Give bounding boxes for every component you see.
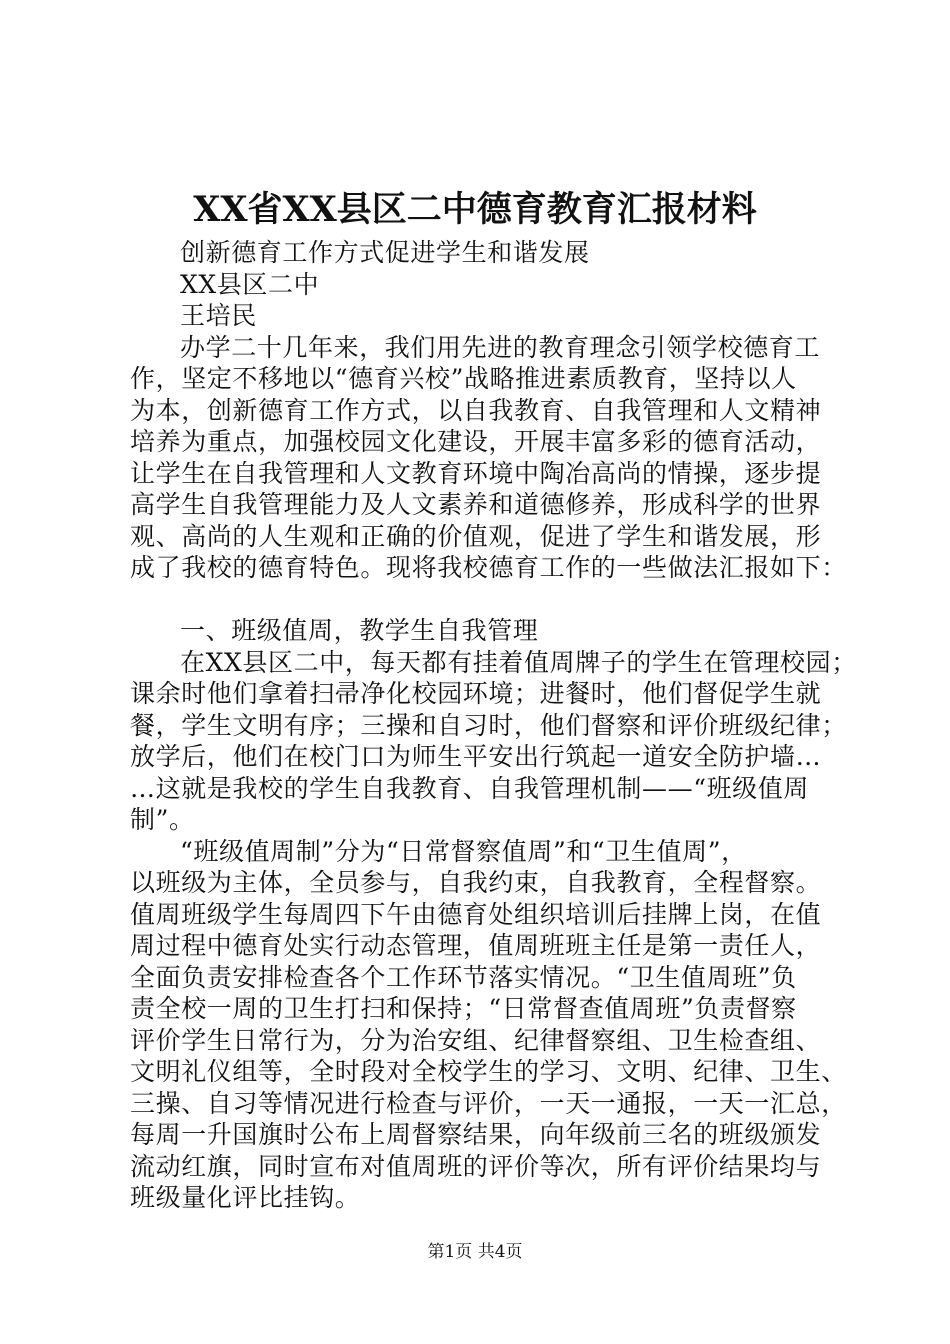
paragraph-line: 制”。	[130, 805, 195, 834]
paragraph-line: 流动红旗，同时宣布对值周班的评价等次，所有评价结果均与	[130, 1151, 822, 1181]
paragraph-line: 观、高尚的人生观和正确的价值观，促进了学生和谐发展，形	[130, 521, 822, 551]
section-heading: 一、班级值周，教学生自我管理	[180, 616, 539, 645]
paragraph-line: 高学生自我管理能力及人文素养和道德修养，形成科学的世界	[130, 490, 822, 519]
paragraph-line: 以班级为主体，全员参与，自我约束，自我教育，全程督察。	[130, 868, 822, 897]
paragraph-gap	[130, 584, 850, 616]
author-name: 王培民	[180, 301, 257, 330]
paragraph-line: 课余时他们拿着扫帚净化校园环境；进餐时，他们督促学生就	[130, 679, 822, 708]
paragraph-line: 让学生在自我管理和人文教育环境中陶冶高尚的情操，逐步提	[130, 458, 822, 488]
document-body	[130, 237, 857, 1214]
page-footer: 第1页 共4页	[427, 1242, 523, 1262]
paragraph-line: 在XX县区二中，每天都有挂着值周牌子的学生在管理校园；	[180, 647, 857, 677]
paragraph-line: 餐，学生文明有序；三操和自习时，他们督察和评价班级纪律；	[130, 710, 847, 740]
paragraph-line: 责全校一周的卫生打扫和保持；“日常督查值周班”负责督察	[130, 994, 797, 1023]
paragraph-line: 评价学生日常行为，分为治安组、纪律督察组、卫生检查组、	[130, 1025, 822, 1055]
paragraph-line: 周过程中德育处实行动态管理，值周班班主任是第一责任人，	[130, 931, 822, 960]
paragraph-line: 文明礼仪组等，全时段对全校学生的学习、文明、纪律、卫生、	[130, 1057, 847, 1086]
paragraph-line: 为本，创新德育工作方式，以自我教育、自我管理和人文精神	[130, 395, 822, 425]
paragraph-line: 作，坚定不移地以“德育兴校”战略推进素质教育，坚持以人	[130, 364, 797, 393]
paragraph-line: 成了我校的德育特色。现将我校德育工作的一些做法汇报如下：	[130, 553, 847, 582]
paragraph-line: “班级值周制”分为“日常督察值周”和“卫生值周”，	[180, 836, 747, 866]
paragraph-line: 三操、自习等情况进行检查与评价，一天一通报，一天一汇总，	[130, 1088, 847, 1118]
paragraph-line: 值周班级学生每周四下午由德育处组织培训后挂牌上岗，在值	[130, 899, 822, 929]
school-name: XX县区二中	[180, 269, 320, 299]
paragraph-line: 班级量化评比挂钩。	[130, 1183, 361, 1212]
paragraph-line: 全面负责安排检查各个工作环节落实情况。“卫生值周班”负	[130, 962, 797, 992]
intro-paragraph	[130, 332, 850, 584]
paragraph-line: 办学二十几年来，我们用先进的教育理念引领学校德育工	[180, 332, 821, 362]
subtitle: 创新德育工作方式促进学生和谐发展	[180, 238, 590, 267]
paragraph-line: …这就是我校的学生自我教育、自我管理机制——“班级值周	[130, 773, 809, 803]
paragraph-duty-system	[130, 836, 850, 1214]
paragraph-line: 放学后，他们在校门口为师生平安出行筑起一道安全防护墙…	[130, 742, 822, 771]
document-title: XX省XX县区二中德育教育汇报材料	[193, 189, 757, 230]
paragraph-line: 培养为重点，加强校园文化建设，开展丰富多彩的德育活动，	[130, 427, 822, 456]
paragraph-line: 每周一升国旗时公布上周督察结果，向年级前三名的班级颁发	[130, 1120, 822, 1149]
paragraph-duty-week	[130, 647, 857, 836]
